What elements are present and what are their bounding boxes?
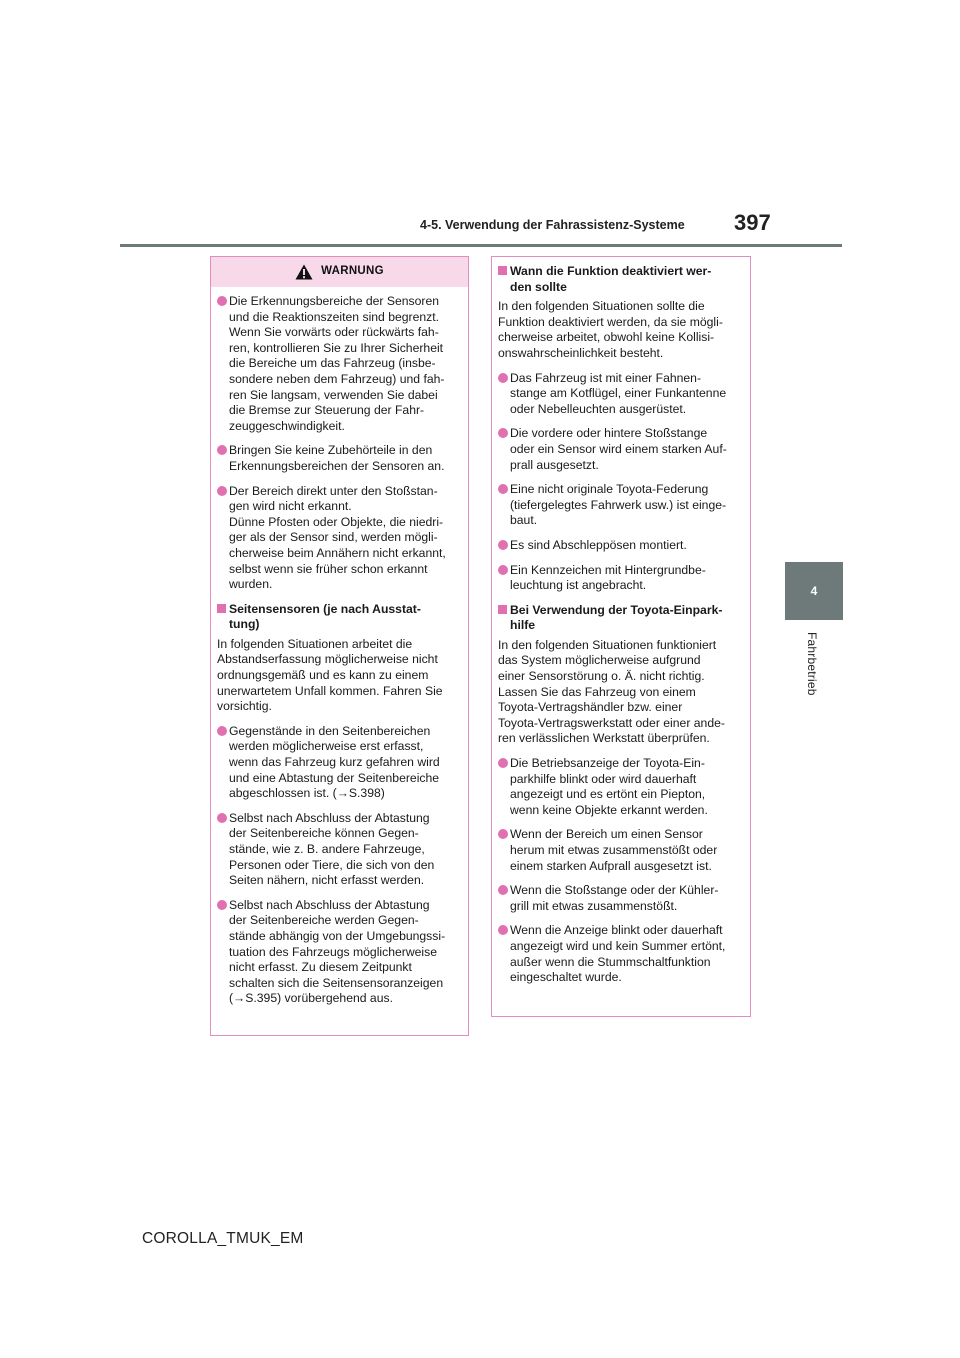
text-line: außer wenn die Stummschaltfunktion bbox=[510, 954, 711, 969]
bullet-dot-icon bbox=[498, 540, 508, 550]
text-line: Wenn Sie vorwärts oder rückwärts fah- bbox=[229, 325, 439, 340]
text-line: Lassen Sie das Fahrzeug von einem bbox=[498, 684, 696, 699]
bullet-dot-icon bbox=[217, 486, 227, 496]
text-line: oder Nebelleuchten ausgerüstet. bbox=[510, 401, 687, 416]
text-line: cherweise beim Annähern nicht erkannt, bbox=[229, 545, 446, 560]
text-line: Das Fahrzeug ist mit einer Fahnen- bbox=[510, 370, 702, 385]
warning-title: WARNUNG bbox=[321, 265, 384, 278]
section-heading bbox=[498, 603, 743, 634]
text-line: Bringen Sie keine Zubehörteile in den bbox=[229, 443, 433, 458]
text-line: ger als der Sensor sind, werden mögli- bbox=[229, 530, 438, 545]
bullet-dot-icon bbox=[498, 373, 508, 383]
text-line: Der Bereich direkt unter den Stoßstan- bbox=[229, 483, 438, 498]
info-content bbox=[492, 257, 750, 1001]
bullet-item bbox=[498, 538, 743, 554]
bullet-item bbox=[498, 371, 743, 418]
chapter-label: Fahrbetrieb bbox=[805, 632, 819, 696]
text-line: Personen oder Tiere, die sich von den bbox=[229, 857, 435, 872]
text-line: parkhilfe blinkt oder wird dauerhaft bbox=[510, 771, 697, 786]
bullet-item bbox=[217, 811, 461, 889]
bullet-dot-icon bbox=[217, 813, 227, 823]
text-line: Dünne Pfosten oder Objekte, die niedri- bbox=[229, 514, 444, 529]
text-line: baut. bbox=[510, 513, 538, 528]
square-bullet-icon bbox=[498, 605, 507, 614]
text-line: Selbst nach Abschluss der Abtastung bbox=[229, 810, 430, 825]
section-heading bbox=[498, 264, 743, 295]
text-line: tung) bbox=[229, 617, 260, 632]
bullet-dot-icon bbox=[498, 428, 508, 438]
text-line: Bei Verwendung der Toyota-Einpark- bbox=[510, 602, 723, 617]
text-line: selbst wenn sie früher schon erkannt bbox=[229, 561, 428, 576]
square-bullet-icon bbox=[498, 266, 507, 275]
text-line: stange am Kotflügel, einer Funkantenne bbox=[510, 386, 727, 401]
text-line: Seiten nähern, nicht erfasst werden. bbox=[229, 873, 425, 888]
text-line: Toyota-Vertragswerkstatt oder einer ande- bbox=[498, 715, 725, 730]
text-line: Funktion deaktiviert werden, da sie mögli- bbox=[498, 314, 723, 329]
text-line: In folgenden Situationen arbeitet die bbox=[217, 636, 413, 651]
text-line: (tiefergelegtes Fahrwerk usw.) ist einge- bbox=[510, 497, 727, 512]
text-line: Die vordere oder hintere Stoßstange bbox=[510, 426, 708, 441]
paragraph bbox=[217, 637, 461, 715]
text-line: Die Erkennungsbereiche der Sensoren bbox=[229, 294, 440, 308]
bullet-dot-icon bbox=[217, 900, 227, 910]
bullet-item bbox=[498, 827, 743, 874]
text-line: und die Reaktionszeiten sind begrenzt. bbox=[229, 309, 440, 324]
bullet-dot-icon bbox=[498, 829, 508, 839]
text-line: tuation des Fahrzeugs möglicherweise bbox=[229, 944, 437, 959]
text-line: unerwartetem Unfall kommen. Fahren Sie bbox=[217, 683, 443, 698]
text-line: ren Sie langsam, verwenden Sie dabei bbox=[229, 387, 438, 402]
text-line: stände, wie z. B. andere Fahrzeuge, bbox=[229, 842, 425, 856]
text-line: Wenn der Bereich um einen Sensor bbox=[510, 827, 703, 842]
text-line: In den folgenden Situationen funktioniert bbox=[498, 637, 717, 652]
text-line: wenn keine Objekte erkannt werden. bbox=[510, 802, 708, 817]
text-line: Eine nicht originale Toyota-Federung bbox=[510, 482, 709, 497]
text-line: gen wird nicht erkannt. bbox=[229, 499, 352, 514]
text-line: In den folgenden Situationen sollte die bbox=[498, 299, 705, 314]
bullet-dot-icon bbox=[498, 925, 508, 935]
text-line: wurden. bbox=[229, 577, 273, 592]
text-line: Abstandserfassung möglicherweise nicht bbox=[217, 652, 438, 667]
section-heading bbox=[217, 602, 461, 633]
text-line: angezeigt wird und kein Summer ertönt, bbox=[510, 938, 726, 953]
text-line: prall ausgesetzt. bbox=[510, 457, 599, 472]
text-line: den sollte bbox=[510, 279, 567, 294]
text-line: Gegenstände in den Seitenbereichen bbox=[229, 723, 431, 738]
bullet-dot-icon bbox=[498, 885, 508, 895]
bullet-item bbox=[217, 484, 461, 593]
bullet-dot-icon bbox=[498, 565, 508, 575]
warning-box bbox=[210, 256, 469, 1036]
paragraph bbox=[498, 638, 743, 747]
bullet-item bbox=[498, 883, 743, 914]
text-line: Toyota-Vertragshändler bzw. einer bbox=[498, 700, 683, 715]
text-line: grill mit etwas zusammenstößt. bbox=[510, 898, 678, 913]
text-line: wenn das Fahrzeug kurz gefahren wird bbox=[229, 755, 440, 770]
text-line: der Seitenbereiche werden Gegen- bbox=[229, 913, 419, 928]
text-line: Es sind Abschleppösen montiert. bbox=[510, 537, 687, 552]
warning-triangle-icon bbox=[295, 264, 313, 280]
paragraph bbox=[498, 299, 743, 361]
bullet-dot-icon bbox=[217, 296, 227, 306]
text-line: die Bereiche um das Fahrzeug (insbe- bbox=[229, 356, 436, 371]
bullet-item bbox=[498, 563, 743, 594]
text-line: Wenn die Stoßstange oder der Kühler- bbox=[510, 883, 719, 898]
header-divider bbox=[120, 244, 842, 247]
bullet-item bbox=[217, 443, 461, 474]
text-line: abgeschlossen ist. (→S.398) bbox=[229, 786, 385, 801]
text-line: Wann die Funktion deaktiviert wer- bbox=[510, 264, 712, 278]
warning-content bbox=[211, 287, 468, 1022]
text-line: Erkennungsbereichen der Sensoren an. bbox=[229, 458, 445, 473]
text-line: und eine Abtastung der Seitenbereiche bbox=[229, 770, 440, 785]
model-code: COROLLA_TMUK_EM bbox=[142, 1230, 304, 1247]
bullet-item bbox=[498, 756, 743, 818]
text-line: hilfe bbox=[510, 618, 536, 633]
bullet-item bbox=[498, 482, 743, 529]
section-title: 4-5. Verwendung der Fahrassistenz-Systeme bbox=[420, 218, 685, 232]
warning-header bbox=[211, 257, 468, 287]
text-line: Selbst nach Abschluss der Abtastung bbox=[229, 897, 430, 912]
bullet-item bbox=[217, 898, 461, 1007]
bullet-dot-icon bbox=[217, 726, 227, 736]
page-number: 397 bbox=[734, 210, 771, 235]
chapter-number: 4 bbox=[810, 584, 818, 598]
bullet-item bbox=[217, 294, 461, 434]
text-line: schalten sich die Seitensensoranzeigen bbox=[229, 975, 444, 990]
text-line: eingeschaltet wurde. bbox=[510, 970, 622, 985]
bullet-dot-icon bbox=[498, 758, 508, 768]
text-line: (→S.395) vorübergehend aus. bbox=[229, 991, 393, 1006]
text-line: Die Betriebsanzeige der Toyota-Ein- bbox=[510, 756, 705, 771]
bullet-dot-icon bbox=[217, 445, 227, 455]
text-line: nicht erfasst. Zu diesem Zeitpunkt bbox=[229, 960, 412, 975]
bullet-dot-icon bbox=[498, 484, 508, 494]
text-line: die Bremse zur Steuerung der Fahr- bbox=[229, 403, 425, 418]
text-line: einem starken Aufprall ausgesetzt ist. bbox=[510, 858, 712, 873]
text-line: zeuggeschwindigkeit. bbox=[229, 418, 345, 433]
bullet-item bbox=[498, 426, 743, 473]
text-line: herum mit etwas zusammenstößt oder bbox=[510, 843, 718, 857]
text-line: der Seitenbereiche können Gegen- bbox=[229, 826, 419, 841]
square-bullet-icon bbox=[217, 604, 226, 613]
text-line: cherweise arbeitet, obwohl keine Kollisi- bbox=[498, 330, 715, 345]
text-line: vorsichtig. bbox=[217, 699, 272, 714]
text-line: onswahrscheinlichkeit besteht. bbox=[498, 345, 664, 360]
bullet-item bbox=[498, 923, 743, 985]
text-line: das System möglicherweise aufgrund bbox=[498, 653, 701, 668]
text-line: sondere neben dem Fahrzeug) und fah- bbox=[229, 371, 445, 386]
text-line: Wenn die Anzeige blinkt oder dauerhaft bbox=[510, 923, 723, 938]
text-line: ren verlässlichen Werkstatt überprüfen. bbox=[498, 731, 710, 746]
text-line: angezeigt und es ertönt ein Piepton, bbox=[510, 787, 706, 802]
text-line: stände abhängig von der Umgebungssi- bbox=[229, 928, 446, 943]
text-line: ordnungsgemäß und es kann zu einem bbox=[217, 668, 429, 683]
bullet-item bbox=[217, 724, 461, 802]
text-line: einer Sensorstörung o. Ä. nicht richtig. bbox=[498, 669, 705, 684]
text-line: leuchtung ist angebracht. bbox=[510, 578, 647, 593]
chapter-tab[interactable] bbox=[785, 562, 843, 620]
text-line: Ein Kennzeichen mit Hintergrundbe- bbox=[510, 562, 706, 577]
text-line: oder ein Sensor wird einem starken Auf- bbox=[510, 441, 727, 456]
text-line: Seitensensoren (je nach Ausstat- bbox=[229, 601, 421, 616]
info-box bbox=[491, 256, 751, 1017]
text-line: ren, kontrollieren Sie zu Ihrer Sicherheit bbox=[229, 340, 444, 355]
text-line: werden möglicherweise erst erfasst, bbox=[229, 739, 424, 754]
